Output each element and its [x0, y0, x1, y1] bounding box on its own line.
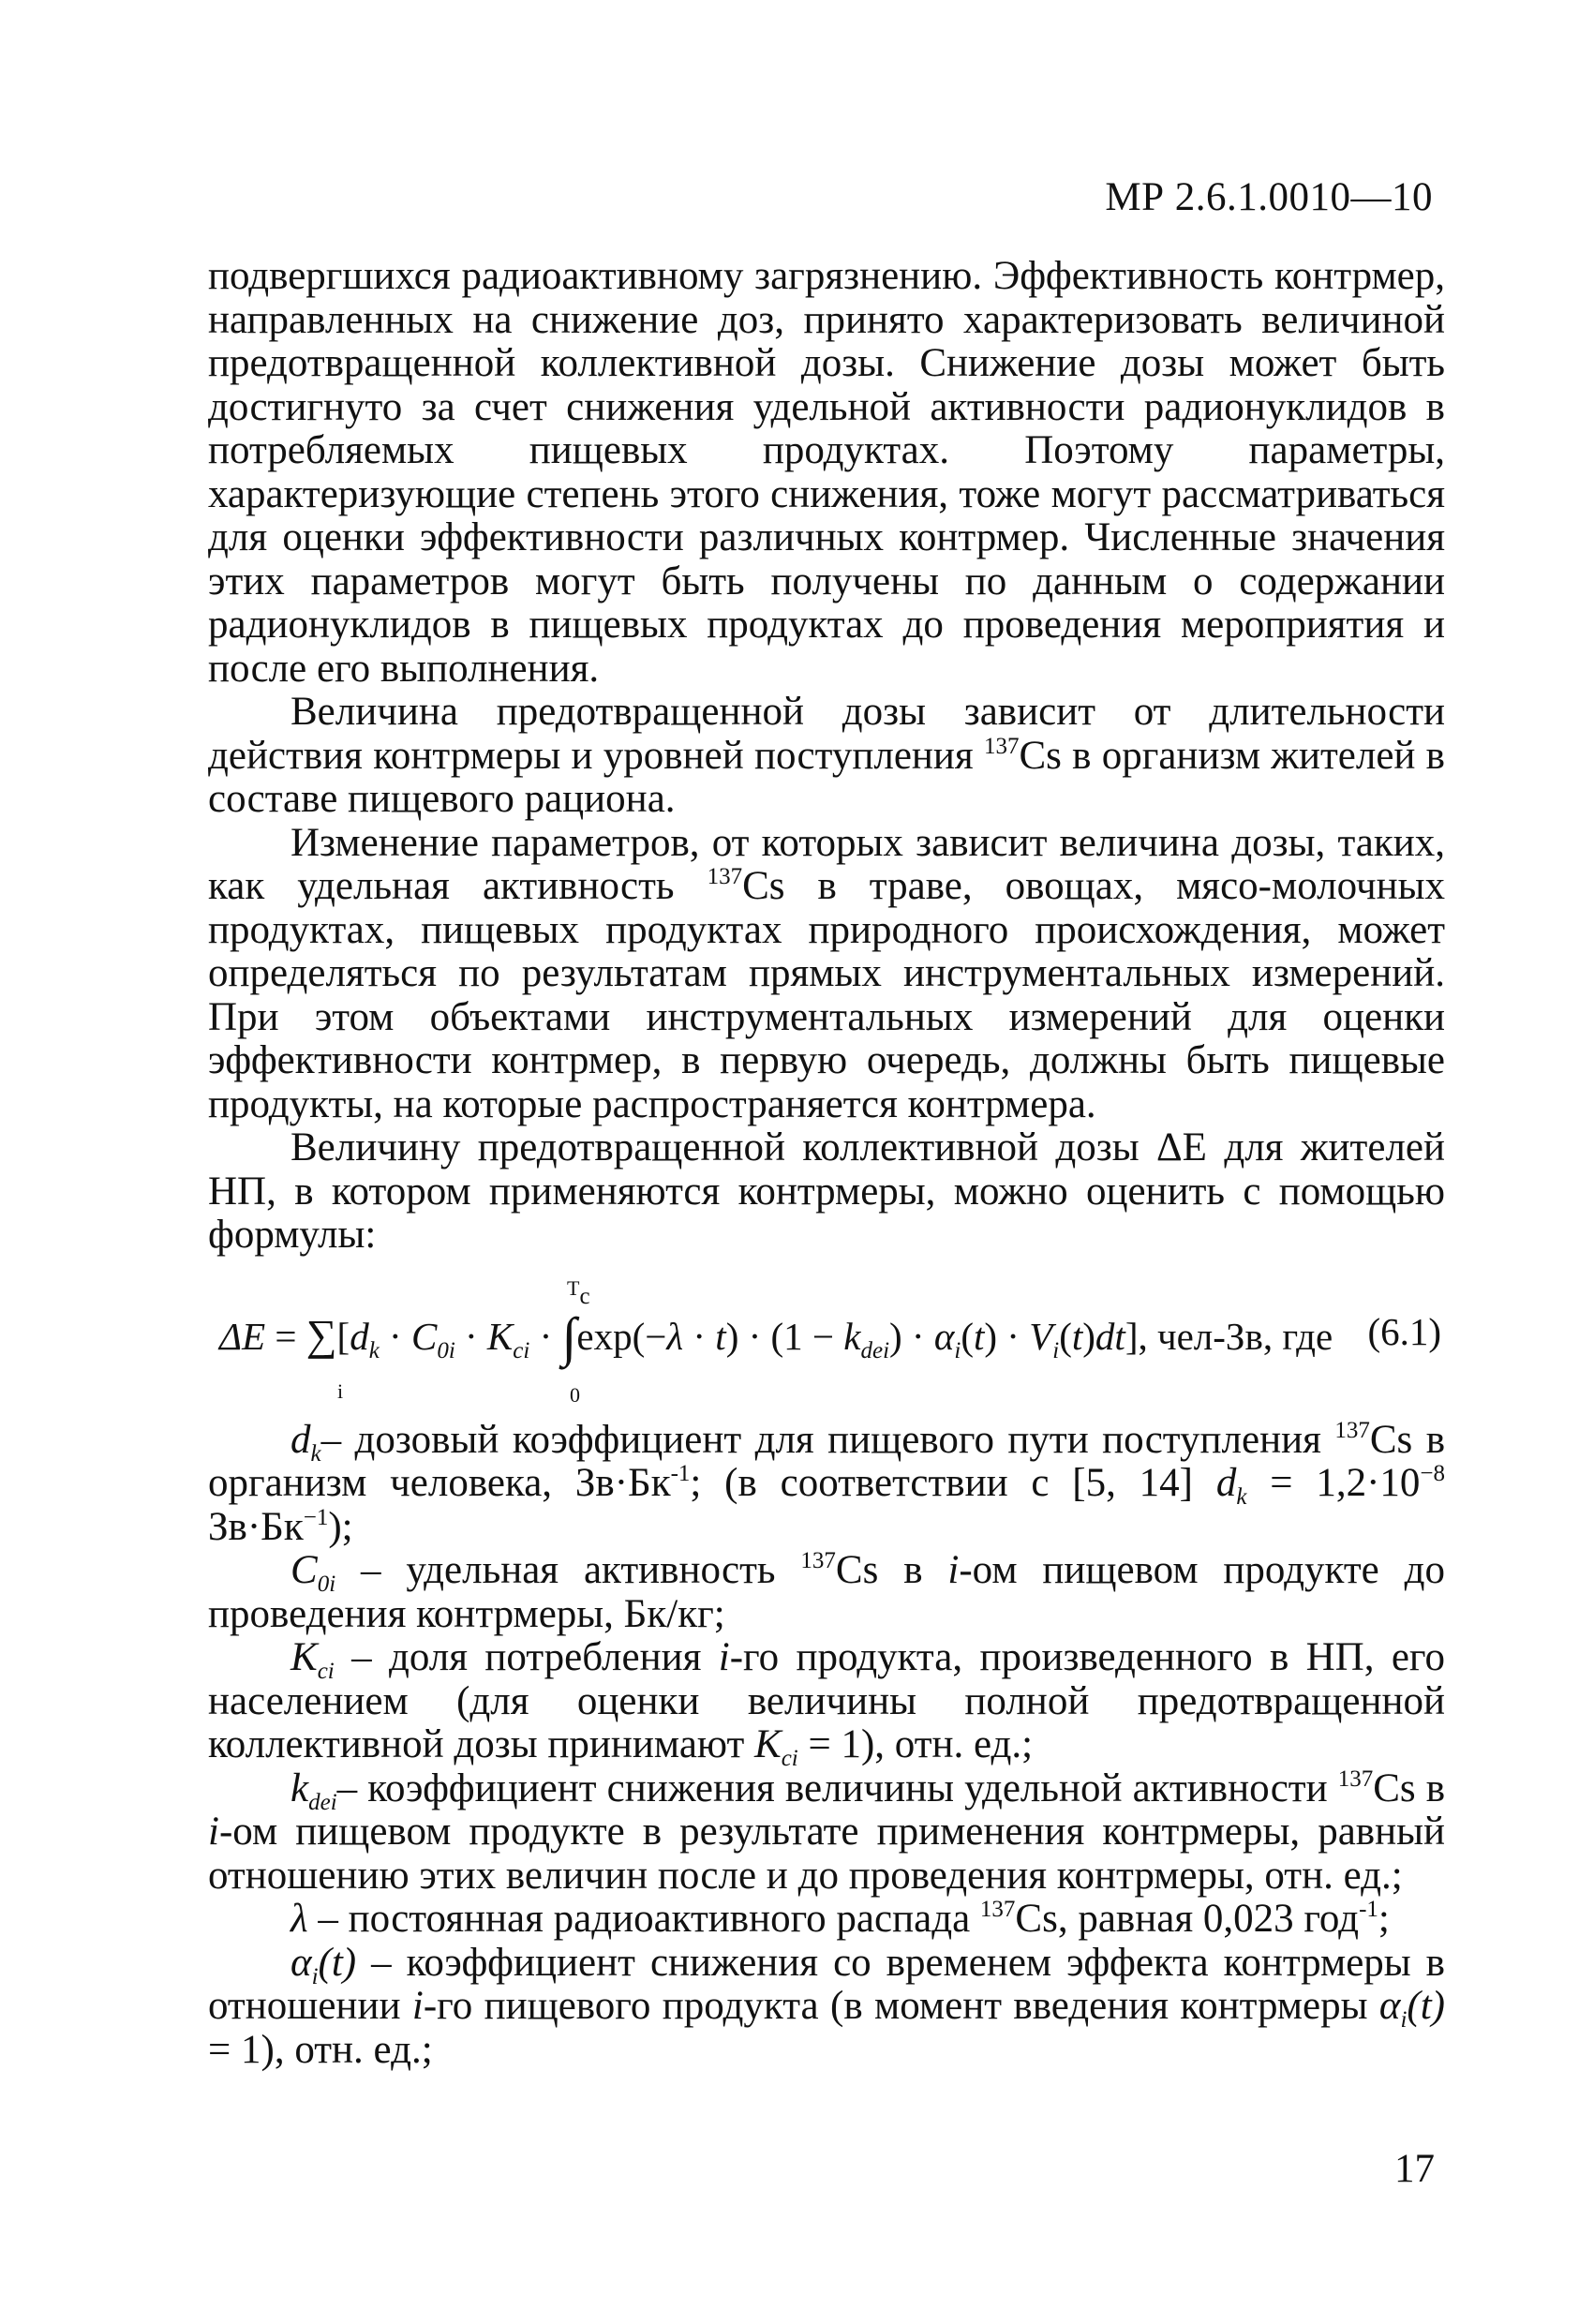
- integral-lower-limit: 0: [570, 1382, 580, 1407]
- page-content: [208, 255, 1445, 2072]
- definition-lambda: λ – постоянная радиоактивного распада $^{137}$Cs, равная 0,023 год$^{-1}$;: [290, 1897, 1390, 1941]
- definition-dk: $d_k-$ дозовый коэффициент для пищевого пути поступления $^{137}$Cs в организм человека, $Зв\cdot Бк^{-1}$; (в соответствии с [5, 14] $d_k = 1,2\cdot 10^{-8}$ $Зв\cdot Бк^{-1}$);: [208, 1417, 1446, 1549]
- paragraph-4: Величину предотвращенной коллективной дозы ΔЕ для жителей НП, в котором применяются контрмеры, можно оценить с помощью формулы:: [208, 1125, 1445, 1257]
- definition-kci: $K_{ci}$ – доля потребления i-го продукта, произведенного в НП, его населением (для оценки величины полной предотвращенной коллективной дозы принимают $K_{ci} = 1$), отн. ед.;: [208, 1635, 1445, 1771]
- paragraph-3: Изменение параметров, от которых зависит величина дозы, таких, как удельная активность $^{137}$Cs в траве, овощах, мясо-молочных продуктах, пищевых продуктах природного происхождения, может определяться по результатам прямых инструментальных измерений. При этом объектами инструментальных измерений для оценки эффективности контрмер, в первую очередь, должны быть пищевые продукты, на которые распространяется контрмера.: [208, 820, 1445, 1126]
- formula-number: (6.1): [1367, 1309, 1441, 1353]
- definition-alpha: $\alpha_i(t)$ – коэффициент снижения со временем эффекта контрмеры в отношении i-го пищевого продукта (в момент введения контрмеры $\alpha_i(t) = 1$), отн. ед.;: [208, 1940, 1445, 2072]
- integral-upper-limit: $T_c$: [567, 1275, 590, 1309]
- formula-expression: $\Delta E = \sum[d_k \cdot C_{0i} \cdot K_{ci} \cdot \int\exp(-\lambda \cdot t) \cdot (1 - k_{dei}) \cdot \alpha_i(t) \cdot V_i(t)dt]$, чел-Зв, где: [219, 1305, 1333, 1367]
- page-number: 17: [1394, 2147, 1435, 2191]
- document-code: МР 2.6.1.0010—10: [1105, 175, 1433, 219]
- sum-index: i: [337, 1378, 344, 1403]
- definition-c0i: $C_{0i}$ – удельная активность $^{137}$Cs в i-ом пищевом продукте до проведения контрмеры, Бк/кг;: [208, 1548, 1446, 1636]
- paragraph-1: подвергшихся радиоактивному загрязнению. Эффективность контрмер, направленных на снижение доз, принято характеризовать величиной предотвращенной коллективной дозы. Снижение дозы может быть достигнуто за счет снижения удельной активности радионуклидов в потребляемых пищевых продуктах. Поэтому параметры, характеризующие степень этого снижения, тоже могут рассматриваться для оценки эффективности различных контрмер. Численные значения этих параметров могут быть получены по данным о содержании радионуклидов в пищевых продуктах до проведения мероприятия и после его выполнения.: [208, 254, 1445, 691]
- definition-kdei: $k_{dei}-$ коэффициент снижения величины удельной активности $^{137}$Cs в i-ом пищевом продукте в результате применения контрмеры, равный отношению этих величин после и до проведения контрмеры, отн. ед.;: [208, 1765, 1446, 1898]
- paragraph-2: Величина предотвращенной дозы зависит от длительности действия контрмеры и уровней поступления $^{137}$Cs в организм жителей в составе пищевого рациона.: [208, 690, 1445, 821]
- formula-6-1: [208, 1263, 1445, 1411]
